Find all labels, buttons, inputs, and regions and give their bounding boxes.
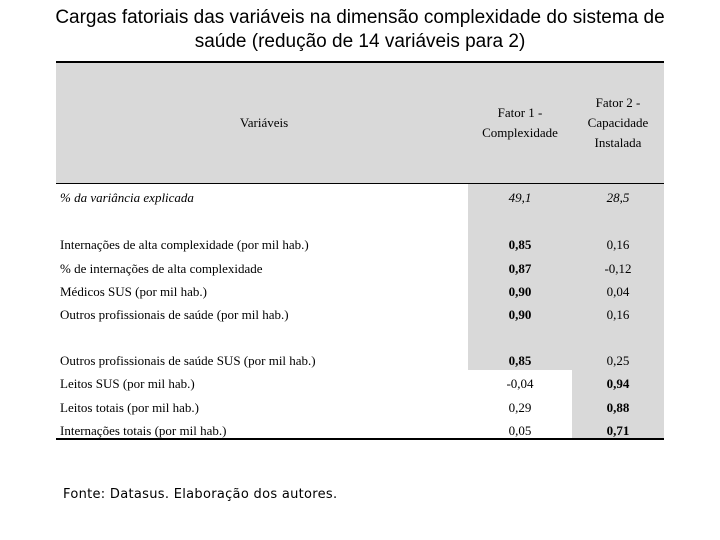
header-factor2-line3: Instalada [594,135,642,150]
row-label: Outros profissionais de saúde (por mil hab.) [60,307,289,322]
row-f2: 0,88 [606,400,630,415]
row-label: Internações de alta complexidade (por mil hab.) [60,237,309,252]
variance-f2: 28,5 [606,190,630,205]
variance-f1: 49,1 [508,190,532,205]
row-label: % de internações de alta complexidade [60,261,263,276]
row-f1: -0,04 [506,376,534,391]
header-factor1-line1: Fator 1 - [497,105,543,120]
row-f2: 0,25 [606,353,630,368]
row-f1: 0,90 [508,307,532,322]
header-rule [56,183,664,184]
header-factor1 [468,103,572,143]
row-f1: 0,85 [508,353,532,368]
title-line-2: saúde (redução de 14 variáveis para 2) [194,31,526,52]
variance-label: % da variância explicada [60,190,194,205]
header-factor2-line1: Fator 2 - [595,95,641,110]
source-note: Fonte: Datasus. Elaboração dos autores. [63,487,338,502]
row-f2: 0,94 [606,376,630,391]
header-variables [60,113,468,133]
row-f1: 0,85 [508,237,532,252]
row-f1: 0,05 [508,423,532,438]
row-label: Internações totais (por mil hab.) [60,423,227,438]
row-label: Outros profissionais de saúde SUS (por mil hab.) [60,353,316,368]
row-label: Médicos SUS (por mil hab.) [60,284,207,299]
header-variables-text: Variáveis [239,115,289,130]
row-f1: 0,29 [508,400,532,415]
header-factor2 [572,93,664,153]
row-f2: 0,16 [606,237,630,252]
row-f2: 0,16 [606,307,630,322]
row-f2: -0,12 [604,261,632,276]
row-label: Leitos totais (por mil hab.) [60,400,200,415]
row-f1: 0,90 [508,284,532,299]
header-factor2-line2: Capacidade [587,115,649,130]
row-f2: 0,04 [606,284,630,299]
title-line-1: Cargas fatoriais das variáveis na dimensão complexidade do sistema de [55,7,665,28]
header-factor1-line2: Complexidade [482,125,558,140]
top-rule [56,61,664,63]
row-f2: 0,71 [606,423,630,438]
row-label: Leitos SUS (por mil hab.) [60,376,195,391]
row-f1: 0,87 [508,261,532,276]
